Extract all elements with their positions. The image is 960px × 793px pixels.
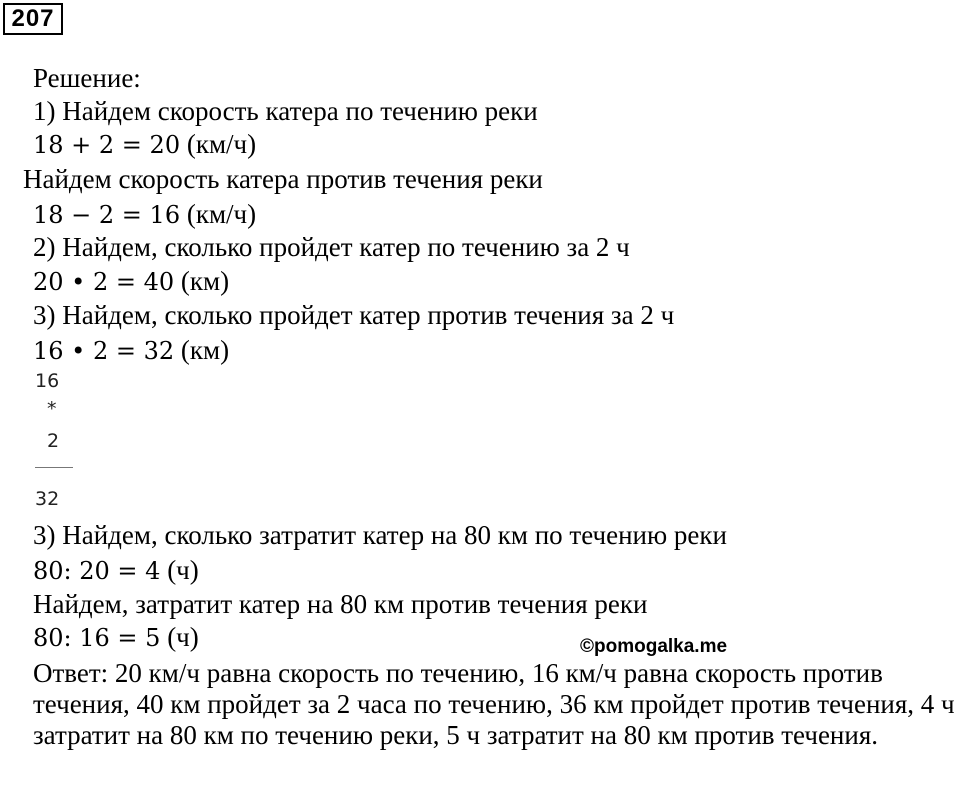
equation-4-expr: 16 • 2 = 32 <box>33 337 175 365</box>
watermark: ©pomogalka.me <box>580 636 728 657</box>
equation-2-unit: (км/ч) <box>180 199 257 229</box>
equation-4-unit: (км) <box>174 335 230 365</box>
solution-heading: Решение: <box>33 63 141 93</box>
equation-3 <box>33 265 229 298</box>
equation-6-unit: (ч) <box>160 622 199 652</box>
equation-6-expr: 80: 16 = 5 <box>33 624 161 652</box>
step-3-text: 3) Найдем, сколько пройдет катер против течения за 2 ч <box>33 300 675 330</box>
step-4-text: 3) Найдем, сколько затратит катер на 80 км по течению реки <box>33 520 727 550</box>
answer-text: Ответ: 20 км/ч равна скорость по течению, 16 км/ч равна скорость против течения, 40 км пройдет за 2 часа по течению, 36 км пройдет против течения, 4 ч затратит на 80 км по течению реки, 5 ч затратит на 80 км против течения. <box>33 658 955 750</box>
equation-5 <box>33 554 199 587</box>
step-4b-text: Найдем, затратит катер на 80 км против течения реки <box>33 589 648 619</box>
column-bottom-operand: 2 <box>47 430 60 452</box>
step-2-text: 2) Найдем, сколько пройдет катер по течению за 2 ч <box>33 232 630 262</box>
column-result: 32 <box>35 488 60 510</box>
step-1-text: 1) Найдем скорость катера по течению реки <box>33 96 538 126</box>
equation-3-unit: (км) <box>174 266 230 296</box>
equation-3-expr: 20 • 2 = 40 <box>33 268 175 296</box>
equation-2-expr: 18 − 2 = 16 <box>33 201 181 229</box>
equation-1 <box>33 128 256 161</box>
equation-1-expr: 18 + 2 = 20 <box>33 131 181 159</box>
equation-5-unit: (ч) <box>160 555 199 585</box>
equation-5-expr: 80: 20 = 4 <box>33 557 161 585</box>
equation-6 <box>33 621 199 654</box>
equation-1-unit: (км/ч) <box>180 129 257 159</box>
step-1b-text: Найдем скорость катера против течения реки <box>23 164 543 194</box>
column-divider <box>35 467 73 468</box>
equation-4 <box>33 334 229 367</box>
equation-2 <box>33 198 256 231</box>
column-top-operand: 16 <box>35 370 60 392</box>
column-operator: * <box>47 398 57 420</box>
problem-number: 207 <box>3 3 63 35</box>
